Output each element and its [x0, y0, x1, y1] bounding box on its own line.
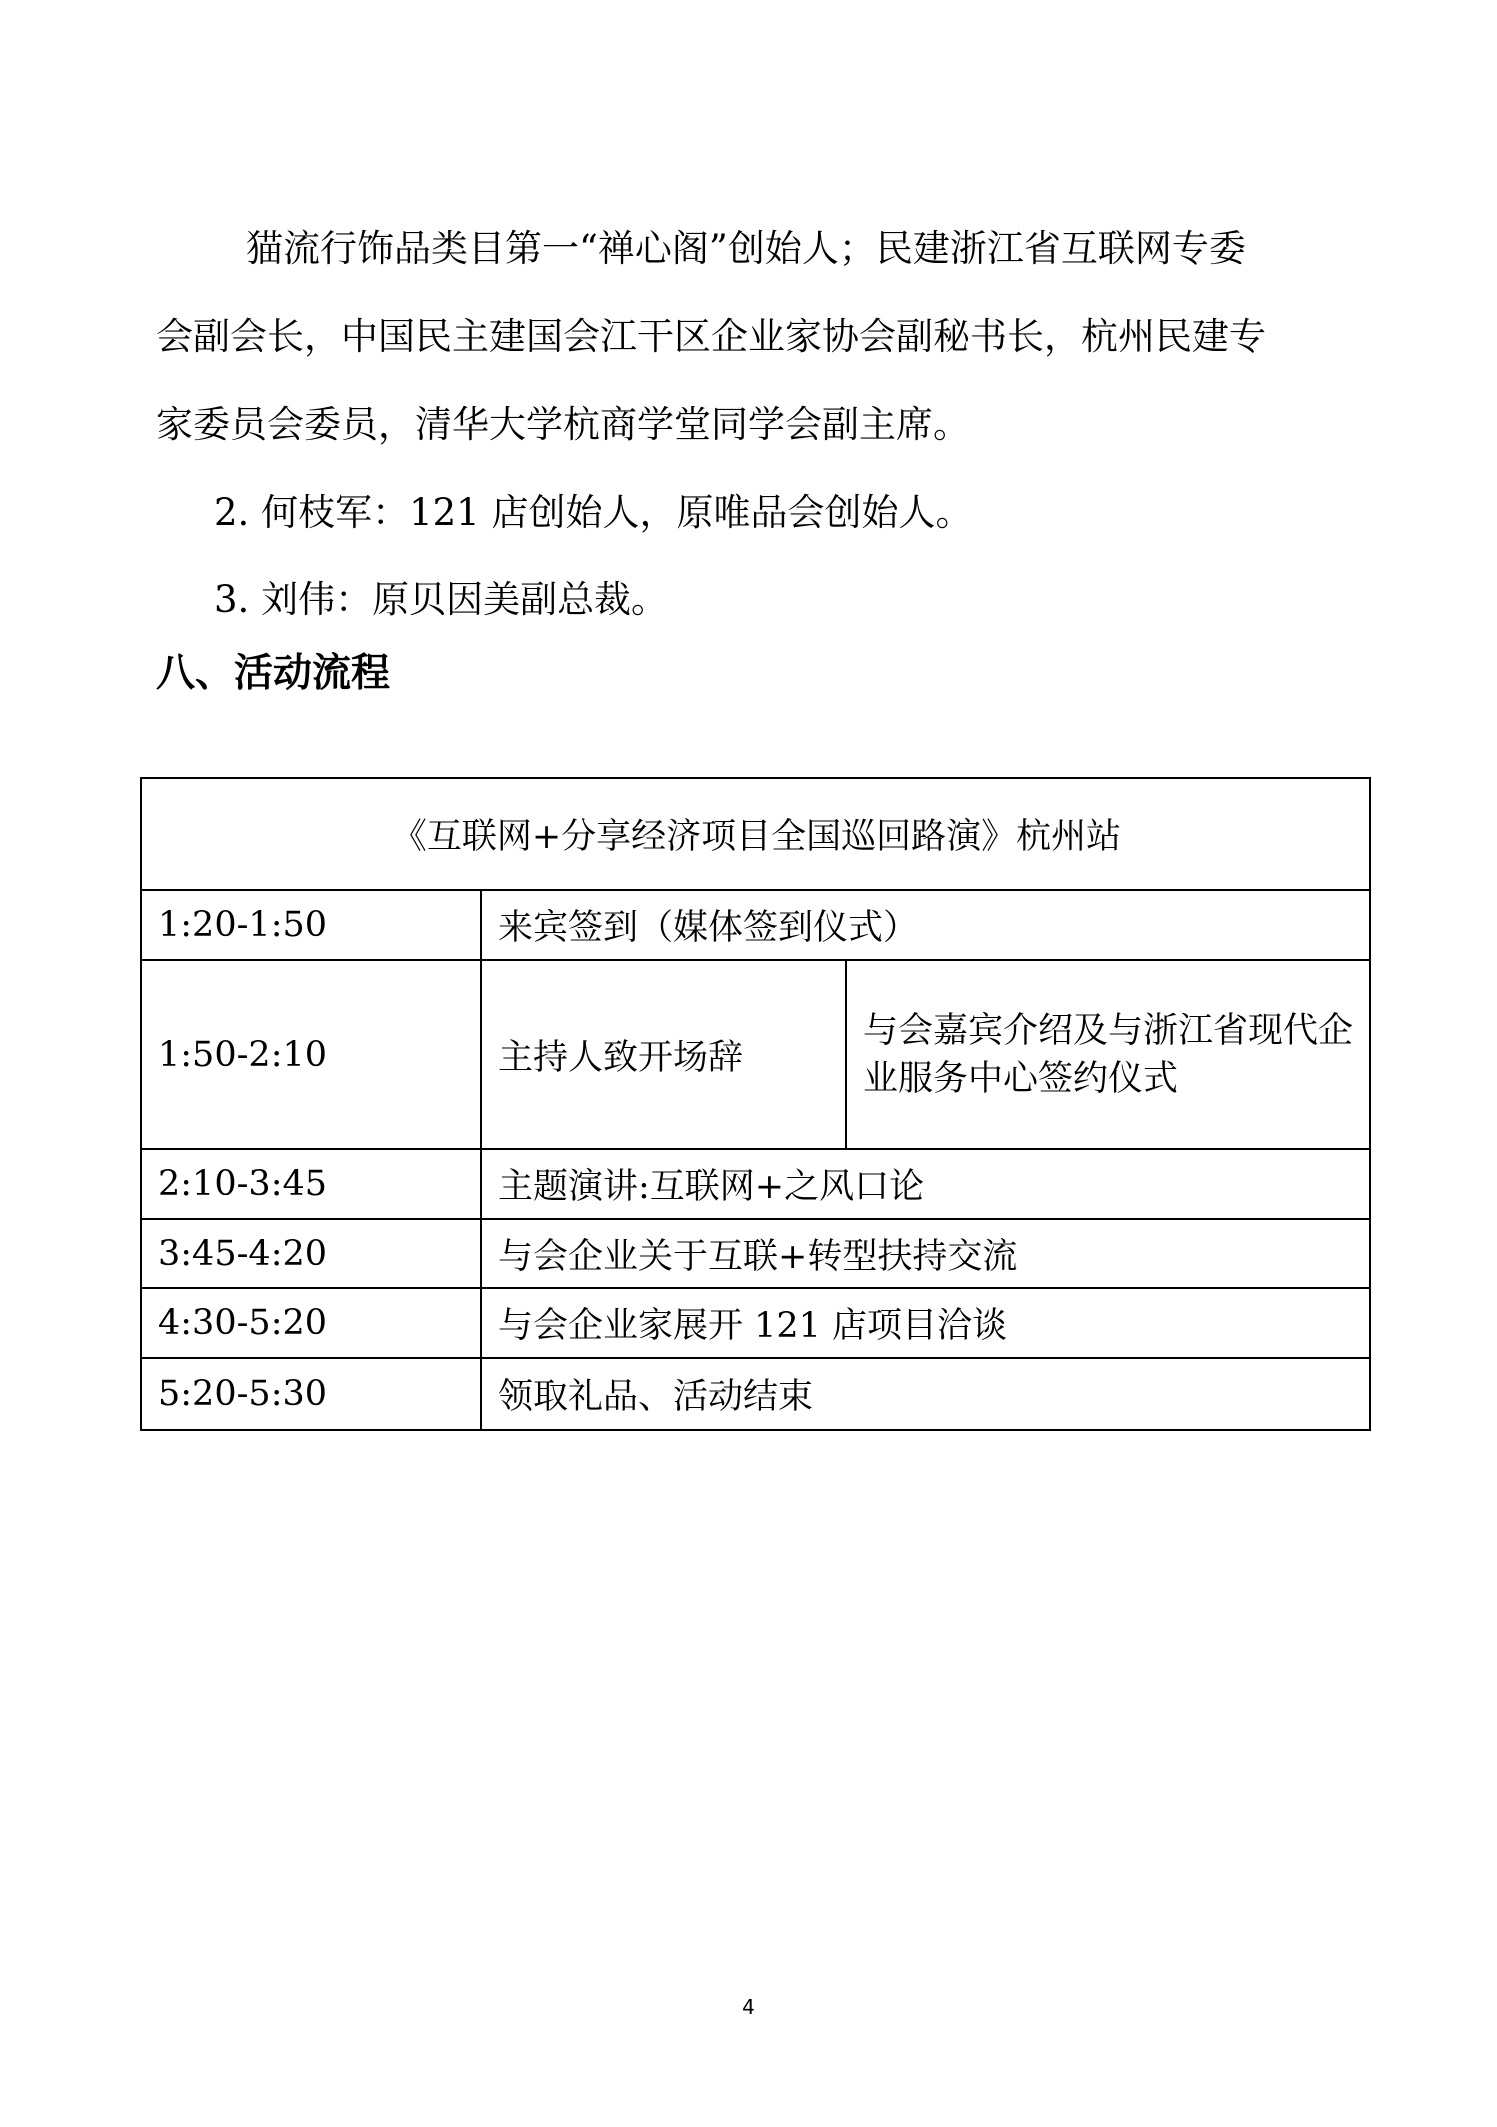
activity-cell: 来宾签到（媒体签到仪式） — [481, 890, 1370, 960]
activity-cell: 主题演讲:互联网+之风口论 — [481, 1149, 1370, 1219]
section-heading: 八、活动流程 — [156, 651, 391, 696]
activity-detail-cell: 与会嘉宾介绍及与浙江省现代企业服务中心签约仪式 — [846, 960, 1370, 1149]
intro-line-1: 猫流行饰品类目第一“禅心阁”创始人；民建浙江省互联网专委 — [246, 227, 1246, 270]
time-cell: 1:50-2:10 — [141, 960, 481, 1149]
table-row — [141, 960, 1370, 1149]
guest-item-3: 3. 刘伟：原贝因美副总裁。 — [214, 578, 669, 621]
schedule-title: 《互联网+分享经济项目全国巡回路演》杭州站 — [141, 778, 1370, 890]
intro-line-3: 家委员会委员，清华大学杭商学堂同学会副主席。 — [156, 403, 970, 446]
time-cell: 4:30-5:20 — [141, 1288, 481, 1358]
table-row — [141, 1358, 1370, 1430]
activity-cell: 与会企业关于互联+转型扶持交流 — [481, 1219, 1370, 1288]
time-cell: 5:20-5:30 — [141, 1358, 481, 1430]
activity-cell: 与会企业家展开 121 店项目洽谈 — [481, 1288, 1370, 1358]
time-cell: 3:45-4:20 — [141, 1219, 481, 1288]
table-row — [141, 890, 1370, 960]
table-row — [141, 1149, 1370, 1219]
intro-line-2: 会副会长，中国民主建国会江干区企业家协会副秘书长，杭州民建专 — [156, 315, 1266, 358]
time-cell: 2:10-3:45 — [141, 1149, 481, 1219]
time-cell: 1:20-1:50 — [141, 890, 481, 960]
page-number: 4 — [742, 1995, 755, 2019]
activity-cell: 领取礼品、活动结束 — [481, 1358, 1370, 1430]
activity-cell: 主持人致开场辞 — [481, 960, 846, 1149]
schedule-table — [140, 777, 1371, 1431]
table-row — [141, 1288, 1370, 1358]
guest-item-2: 2. 何枝军：121 店创始人，原唯品会创始人。 — [214, 491, 973, 534]
table-row — [141, 1219, 1370, 1288]
schedule-title-row — [141, 778, 1370, 890]
